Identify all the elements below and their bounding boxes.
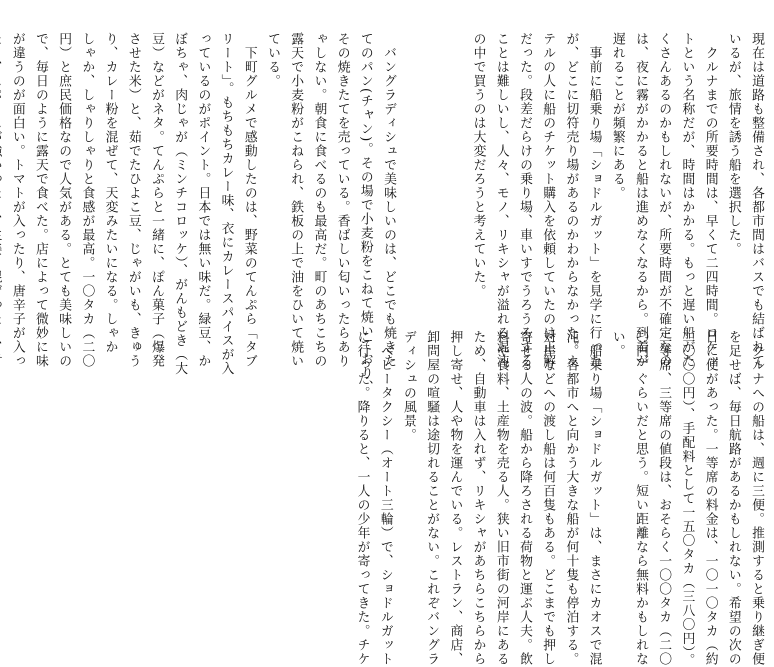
- text-column-bottom-right: クルナへの船は、週に三便。推測すると乗り継ぎ便 を足せば、毎日航路があるかもしれない。希望の次の 日に便があった。一等席の料金は、一〇一〇タカ（約 二〇〇〇円）、手配料として一五〇タカ（三八〇円）。 二等席、三等席の値段は、おそらく一〇〇タカ（二〇 〇円）ぐらいだと思う。短い距離なら無料かもしれな い。 船乗り場「ショドルガット」は、まさにカオスで混 沌。各都市へと向かう大きな船が何十隻も停泊する。 対岸などへの渡し船は何百隻もある。どこまでも押し 寄せる人の波。船から降ろされる荷物と運ぶ人夫。飲 料や食料、土産物を売る人。狭い旧市街の河岸にある ため、自動車は入れず、リキシャがあちらこちらから 押し寄せ、人や物を運んでいる。レストラン、商店、 卸問屋の喧騒は途切れることがない。これぞバングラ ディシュの風景。 ベビータクシー（オート三輪）で、ショドルガット に行った。降りると、一人の少年が寄ってきた。チケ: [354, 330, 764, 667]
- text-column-left: バングラディシュで美味しいのは、どこでも焼きた てのパン(チャン)。その場で小麦粉をこねて焼いており、 その焼きたてを売っている。香ばしい匂いったらあり ゃしない。朝食に食べるのも最高だ。町のあちこちの 露天で小麦粉がこねられ、鉄板の上で油をひいて焼い ている。 下町グルメで感動したのは、野菜のてんぷら「タブ リート」。もちもちカレー味、衣にカレースパイスが入 っているのがポイント。日本では無い味だ。緑豆、か ぼちゃ、肉じゃが（ミンチコロッケ）、がんもどき（大 豆）などがネタ。てんぷらと一緒に、ぽん菓子（爆発 させた米）と、茹でたひよこ豆、じゃがいも、きゅう り、カレー粉を混ぜて、天変みたいになる。しゃか しゃか、しゃりしゃりと食感が最高。一〇タカ（二〇 円）と庶民価格なので人気がある。とても美味しいの で、毎日のように露天で食べた。店によって微妙に味 が違うのが面白い。トマトが入ったり、唐辛子が入っ: [9, 32, 396, 395]
- text-column-top-right: 現在は道路も整備され、各都市間はバスでも結ばれて いるが、旅情を誘う船を選択した。 クルナまでの所要時間は、早くて二四時間。ロケッ トという名称だが、時間はかかる。もっと遅い船がた くさんあるのかもしれないが、所要時間が不確定なの は、夜に霧がかかると船は進めなくなるから。到着が 遅れることが頻繁にある。 事前に船乗り場「ショドルガット」を見学に行った が、どこに切符売り場があるのかわからなかった。ホ テルの人に船のチケット購入を依頼していたのは正解 だった。段差だらけの乗り場、車いすでうろうろする ことは難しいし、人々、モノ、リキシャが溢れる混沌 の中で買うのは大変だろうと考えていた。: [470, 32, 764, 368]
